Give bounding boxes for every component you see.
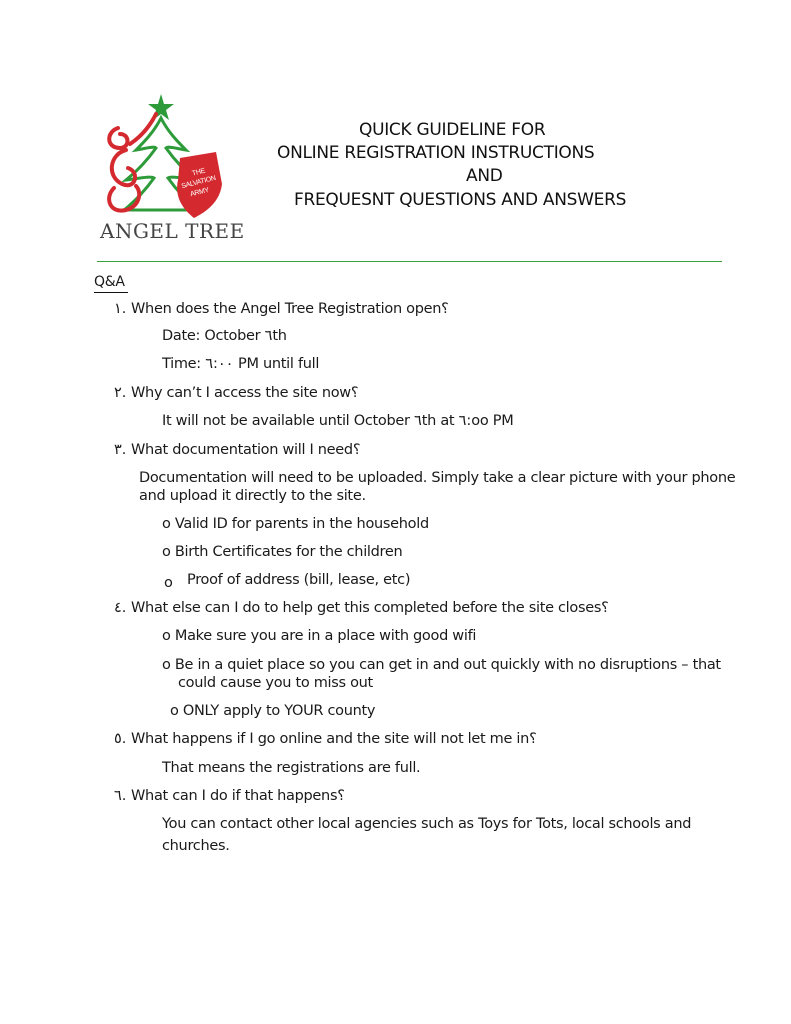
- answer-line: churches.: [162, 838, 230, 854]
- question-5: ٥. What happens if I go online and the site will not let me in؟: [114, 731, 537, 747]
- svg-text:THE: THE: [191, 167, 206, 178]
- bullet-item: o Make sure you are in a place with good wifi: [162, 628, 477, 644]
- qa-label-underline: [94, 292, 128, 293]
- bullet-marker: o: [164, 575, 173, 591]
- title-line-3: AND: [466, 166, 503, 186]
- svg-text:ARMY: ARMY: [189, 186, 210, 199]
- bullet-item: o Birth Certificates for the children: [162, 544, 403, 560]
- answer-line: Time: ٦:٠٠ PM until full: [162, 356, 320, 372]
- answer-line: and upload it directly to the site.: [139, 488, 366, 504]
- question-1: ١. When does the Angel Tree Registration open؟: [114, 301, 449, 317]
- bullet-item-continued: could cause you to miss out: [178, 675, 373, 691]
- bullet-item: o Valid ID for parents in the household: [162, 516, 429, 532]
- question-2: ٢. Why can’t I access the site now؟: [114, 385, 359, 401]
- answer-line: Date: October ٦th: [162, 328, 287, 344]
- bullet-item: o Be in a quiet place so you can get in and out quickly with no disruptions – that: [162, 657, 721, 673]
- question-3: ٣. What documentation will I need؟: [114, 442, 361, 458]
- answer-line: You can contact other local agencies such as Toys for Tots, local schools and: [162, 816, 692, 832]
- question-4: ٤. What else can I do to help get this completed before the site closes؟: [114, 600, 609, 616]
- answer-line: Documentation will need to be uploaded. Simply take a clear picture with your phone: [139, 470, 736, 486]
- title-line-1: QUICK GUIDELINE FOR: [359, 120, 546, 140]
- bullet-item: Proof of address (bill, lease, etc): [187, 572, 411, 588]
- answer-line: That means the registrations are full.: [162, 760, 421, 776]
- title-line-4: FREQUESNT QUESTIONS AND ANSWERS: [294, 190, 627, 210]
- qa-label: Q&A: [94, 274, 125, 290]
- bullet-item: o ONLY apply to YOUR county: [170, 703, 376, 719]
- answer-line: It will not be available until October ٦th at ٦:oo PM: [162, 413, 514, 429]
- question-6: ٦. What can I do if that happens؟: [114, 788, 345, 804]
- logo-text: ANGEL TREE: [100, 219, 245, 243]
- title-line-2: ONLINE REGISTRATION INSTRUCTIONS: [277, 143, 595, 163]
- header-divider: [97, 261, 722, 262]
- svg-text:SALVATION: SALVATION: [180, 174, 217, 191]
